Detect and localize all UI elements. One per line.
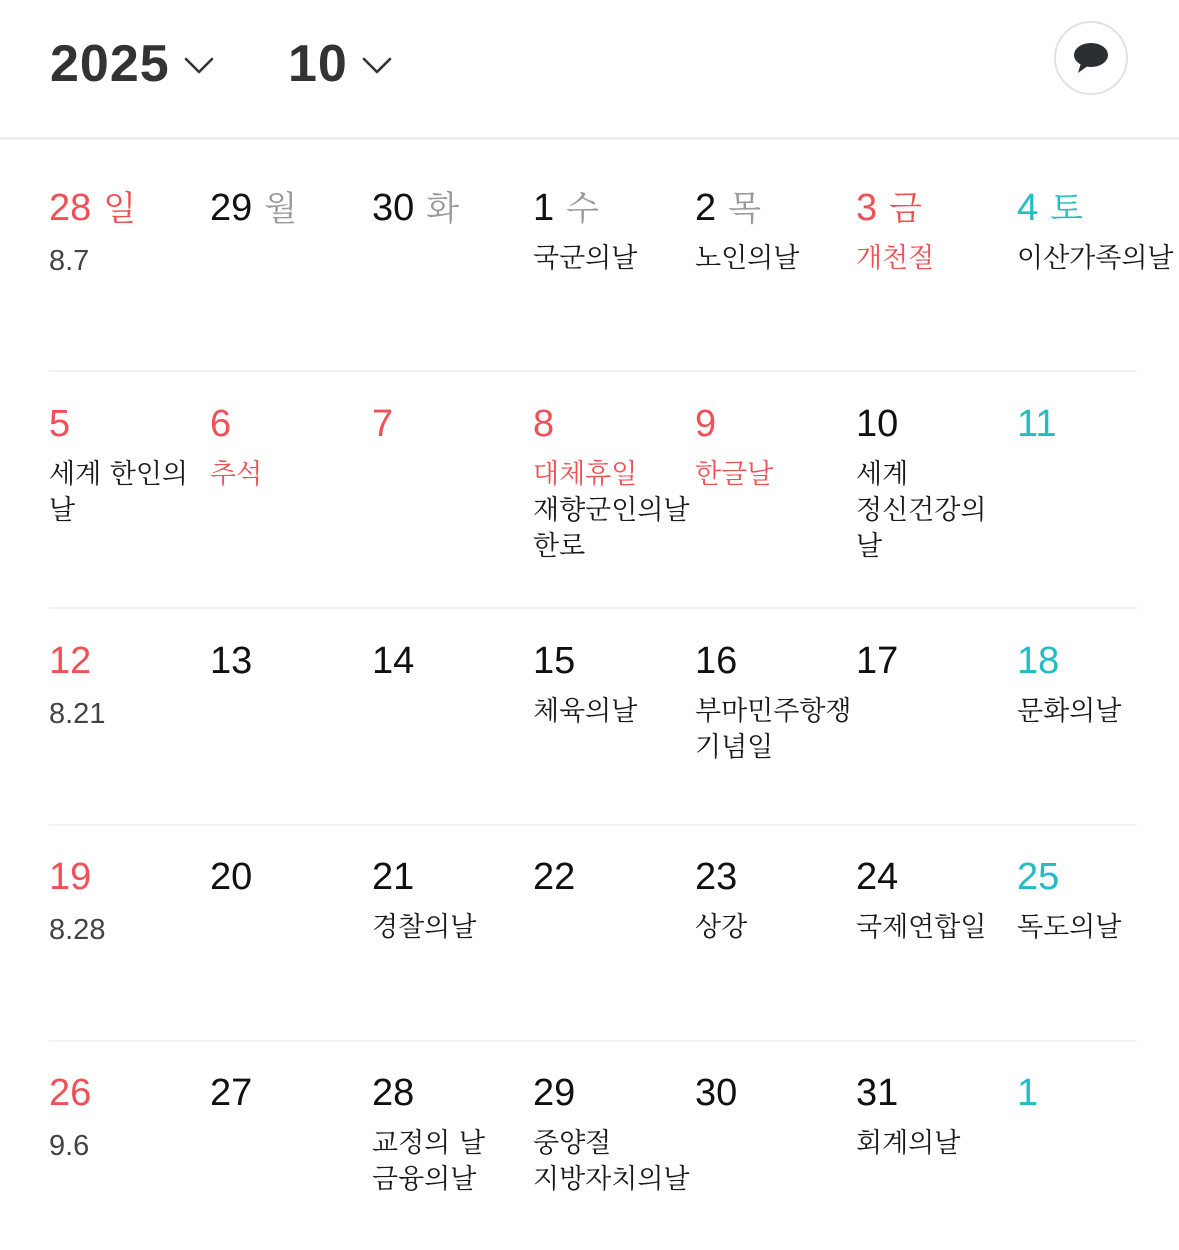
day-number: 16	[695, 640, 738, 682]
day-cell[interactable]	[49, 638, 211, 818]
lunar-date: 8.21	[49, 698, 106, 730]
day-header	[695, 1070, 737, 1123]
weekday-label: 목	[728, 189, 761, 229]
event-list	[695, 241, 855, 277]
event-label: 노인의날	[695, 243, 800, 274]
event-list	[856, 1126, 1016, 1162]
day-header	[533, 1070, 575, 1123]
day-cell[interactable]	[210, 185, 372, 365]
event-list	[856, 241, 1016, 277]
day-cell[interactable]	[695, 185, 857, 365]
day-number: 25	[1017, 856, 1060, 898]
day-number: 1	[533, 187, 555, 229]
day-header	[1017, 854, 1059, 907]
event-label: 한글날	[695, 459, 774, 490]
day-number: 18	[1017, 640, 1060, 682]
day-number: 2	[695, 187, 717, 229]
day-cell[interactable]	[856, 638, 1018, 818]
lunar-date: 8.28	[49, 914, 106, 946]
event-list	[1017, 694, 1177, 730]
day-header	[210, 638, 252, 691]
day-header	[372, 854, 414, 907]
chevron-down-icon	[362, 57, 392, 75]
event-list	[210, 457, 370, 493]
day-header	[372, 185, 459, 238]
day-header	[372, 1070, 414, 1123]
day-number: 4	[1017, 187, 1039, 229]
day-header	[1017, 401, 1056, 454]
day-cell[interactable]	[695, 1070, 857, 1250]
day-cell[interactable]	[210, 1070, 372, 1250]
day-cell[interactable]	[210, 638, 372, 818]
event-label: 중양절	[533, 1128, 612, 1159]
day-cell[interactable]	[372, 638, 534, 818]
event-label: 재향군인의날	[533, 495, 690, 526]
year-selector[interactable]	[50, 34, 214, 94]
weekday-label: 일	[103, 189, 137, 229]
day-number: 7	[372, 403, 394, 445]
day-header	[856, 854, 898, 907]
day-cell[interactable]	[372, 1070, 534, 1250]
day-header	[1017, 638, 1059, 691]
day-number: 13	[210, 640, 253, 682]
day-number: 24	[856, 856, 899, 898]
day-cell[interactable]	[210, 401, 372, 616]
day-header	[49, 638, 91, 691]
event-label: 세계 한인의 날	[49, 459, 188, 526]
day-number: 10	[856, 403, 899, 445]
day-header	[856, 1070, 898, 1123]
day-cell[interactable]	[533, 638, 695, 818]
event-label: 금융의날	[372, 1164, 477, 1195]
day-number: 5	[49, 403, 71, 445]
day-cell[interactable]	[856, 1070, 1018, 1250]
weekday-label: 토	[1050, 189, 1083, 229]
day-header	[49, 401, 70, 454]
event-list	[372, 1126, 532, 1198]
event-list	[533, 241, 693, 277]
day-number: 20	[210, 856, 253, 898]
day-cell[interactable]	[695, 401, 857, 616]
event-label: 부마민주항쟁기념일	[695, 696, 852, 763]
day-number: 31	[856, 1072, 899, 1114]
event-list	[533, 694, 693, 730]
day-number: 3	[856, 187, 878, 229]
day-header	[533, 185, 599, 238]
day-cell[interactable]	[1017, 185, 1179, 365]
week-divider	[49, 370, 1137, 372]
day-cell[interactable]	[49, 185, 211, 365]
day-number: 26	[49, 1072, 92, 1114]
day-number: 14	[372, 640, 415, 682]
weekday-label: 금	[889, 189, 922, 229]
day-header	[533, 854, 575, 907]
day-header	[533, 401, 554, 454]
day-number: 28	[372, 1072, 415, 1114]
event-label: 국제연합일	[856, 912, 987, 943]
event-label: 지방자치의날	[533, 1164, 690, 1195]
month-selector[interactable]	[288, 34, 392, 94]
day-header	[695, 854, 737, 907]
event-list	[533, 457, 693, 565]
event-label: 추석	[210, 459, 263, 490]
day-number: 17	[856, 640, 899, 682]
day-header	[210, 1070, 252, 1123]
day-number: 23	[695, 856, 738, 898]
event-label: 문화의날	[1017, 696, 1122, 727]
day-number: 15	[533, 640, 576, 682]
day-cell[interactable]	[1017, 401, 1179, 616]
day-cell[interactable]	[695, 854, 857, 1034]
day-cell[interactable]	[1017, 1070, 1179, 1250]
day-header	[1017, 185, 1083, 238]
event-label: 경찰의날	[372, 912, 477, 943]
event-label: 회계의날	[856, 1128, 961, 1159]
week-divider	[49, 824, 1137, 826]
event-label: 개천절	[856, 243, 935, 274]
day-header	[372, 401, 393, 454]
event-list	[695, 457, 855, 493]
month-value: 10	[288, 35, 348, 93]
day-cell[interactable]	[372, 185, 534, 365]
event-list	[695, 694, 855, 766]
day-number: 1	[1017, 1072, 1039, 1114]
event-list	[372, 910, 532, 946]
day-header	[210, 401, 231, 454]
day-number: 27	[210, 1072, 253, 1114]
day-header	[695, 185, 761, 238]
day-header	[695, 638, 737, 691]
day-cell[interactable]	[49, 401, 211, 616]
event-label: 한로	[533, 531, 586, 562]
lunar-date: 9.6	[49, 1130, 90, 1162]
day-cell[interactable]	[533, 854, 695, 1034]
day-number: 30	[372, 187, 415, 229]
day-cell[interactable]	[49, 1070, 211, 1250]
day-number: 21	[372, 856, 415, 898]
day-header	[49, 1070, 91, 1123]
weekday-label: 수	[566, 189, 599, 229]
event-label: 이산가족의날	[1017, 243, 1174, 274]
day-header	[533, 638, 575, 691]
day-header	[372, 638, 414, 691]
day-cell[interactable]	[49, 854, 211, 1034]
event-label: 대체휴일	[533, 459, 638, 490]
day-number: 29	[210, 187, 253, 229]
day-header	[49, 185, 136, 238]
calendar-header	[0, 0, 1179, 140]
event-list	[1017, 910, 1177, 946]
event-list	[695, 910, 855, 946]
lunar-date: 8.7	[49, 245, 90, 277]
day-number: 6	[210, 403, 232, 445]
day-number: 22	[533, 856, 576, 898]
day-cell[interactable]	[372, 401, 534, 616]
weekday-label: 월	[264, 189, 298, 229]
day-number: 9	[695, 403, 717, 445]
event-label: 국군의날	[533, 243, 638, 274]
day-number: 29	[533, 1072, 576, 1114]
day-header	[210, 185, 297, 238]
day-number: 8	[533, 403, 555, 445]
day-cell[interactable]	[856, 185, 1018, 365]
day-cell[interactable]	[372, 854, 534, 1034]
day-number: 11	[1017, 403, 1057, 445]
day-header	[856, 638, 898, 691]
day-cell[interactable]	[1017, 638, 1179, 818]
day-header	[856, 185, 922, 238]
day-number: 19	[49, 856, 92, 898]
day-number: 12	[49, 640, 92, 682]
day-header	[1017, 1070, 1038, 1123]
day-number: 30	[695, 1072, 738, 1114]
event-label: 상강	[695, 912, 748, 943]
day-cell[interactable]	[210, 854, 372, 1034]
day-header	[856, 401, 898, 454]
event-label: 독도의날	[1017, 912, 1122, 943]
event-list	[856, 457, 1016, 565]
day-cell[interactable]	[856, 854, 1018, 1034]
event-list	[533, 1126, 693, 1198]
event-label: 교정의 날	[372, 1128, 485, 1159]
chevron-down-icon	[184, 57, 214, 75]
day-header	[695, 401, 716, 454]
event-label: 체육의날	[533, 696, 638, 727]
day-cell[interactable]	[533, 185, 695, 365]
event-list	[1017, 241, 1177, 277]
chat-bubble-icon	[1072, 41, 1110, 75]
week-divider	[49, 1040, 1137, 1042]
event-list	[856, 910, 1016, 946]
year-value: 2025	[50, 35, 170, 93]
day-cell[interactable]	[533, 1070, 695, 1250]
event-label: 세계 정신건강의 날	[856, 459, 987, 562]
day-header	[49, 854, 91, 907]
event-list	[49, 457, 209, 529]
day-cell[interactable]	[856, 401, 1018, 616]
day-number: 28	[49, 187, 92, 229]
weekday-label: 화	[426, 189, 460, 229]
day-header	[210, 854, 252, 907]
day-cell[interactable]	[533, 401, 695, 616]
day-cell[interactable]	[1017, 854, 1179, 1034]
day-cell[interactable]	[695, 638, 857, 818]
chat-button[interactable]	[1054, 21, 1128, 95]
